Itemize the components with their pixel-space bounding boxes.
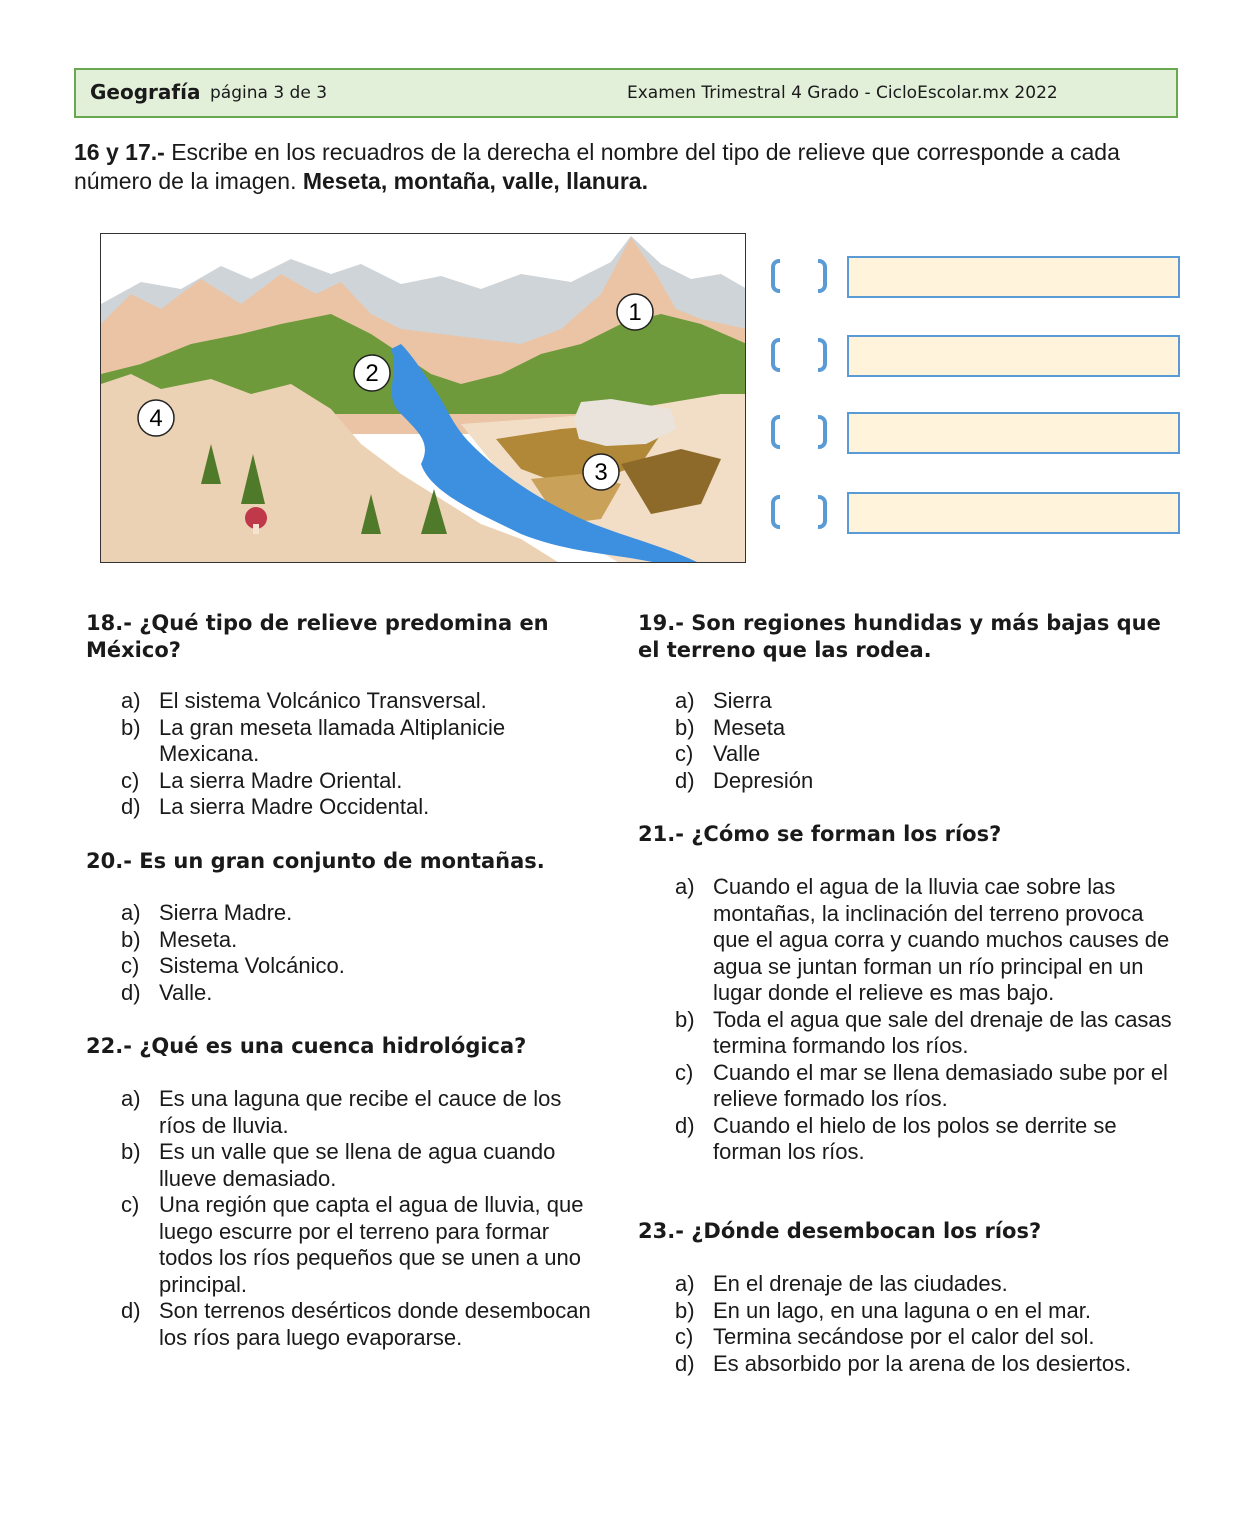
subject-title: Geografía <box>90 80 201 104</box>
option-letter: b) <box>675 714 695 740</box>
question-20-options <box>121 900 561 1006</box>
option-text: Sierra Madre. <box>159 900 293 925</box>
marker-1-label: 1 <box>628 299 642 326</box>
option-text: Depresión <box>713 767 814 793</box>
option[interactable] <box>675 1271 1195 1298</box>
option[interactable] <box>675 1298 1195 1325</box>
option[interactable] <box>675 715 1175 742</box>
option[interactable] <box>121 1192 591 1298</box>
option-text: Una región que capta el agua de lluvia, que luego escurre por el terreno para formar todos los ríos pequeños que se unen a uno principal. <box>159 1192 584 1297</box>
answer-box-1[interactable] <box>847 256 1180 298</box>
option-text: Termina secándose por el calor del sol. <box>713 1324 1095 1349</box>
number-blank-right-bracket <box>818 415 827 449</box>
option-letter: b) <box>121 926 141 952</box>
question-number: 16 y 17.- <box>74 139 165 165</box>
option-text: Sistema Volcánico. <box>159 953 345 978</box>
option-letter: d) <box>121 794 141 819</box>
option-letter: a) <box>675 1271 695 1296</box>
option-letter: d) <box>121 1298 141 1323</box>
marker-2 <box>352 353 392 393</box>
option-text: Valle <box>713 741 761 766</box>
marker-4 <box>136 398 176 438</box>
marker-4-label: 4 <box>149 405 163 432</box>
number-blank-left-bracket <box>771 338 780 372</box>
option[interactable] <box>675 688 1175 715</box>
option-letter: c) <box>121 1192 140 1217</box>
number-blank-left-bracket <box>771 259 780 293</box>
option-text: La sierra Madre Oriental. <box>159 767 403 793</box>
option[interactable] <box>675 741 1175 768</box>
marker-3-label: 3 <box>594 459 608 486</box>
option-letter: d) <box>675 1350 695 1376</box>
answer-box-3[interactable] <box>847 412 1180 454</box>
option[interactable] <box>675 1060 1180 1113</box>
option-text: La sierra Madre Occidental. <box>159 794 430 819</box>
option[interactable] <box>121 980 561 1007</box>
answer-row-4 <box>768 492 1182 536</box>
option-letter: c) <box>675 741 694 766</box>
number-blank-right-bracket <box>818 259 827 293</box>
option-text: Son terrenos desérticos donde desembocan los ríos para luego evaporarse. <box>159 1298 591 1350</box>
option-letter: d) <box>675 767 695 793</box>
option[interactable] <box>121 794 561 821</box>
question-18-title: 18.- ¿Qué tipo de relieve predomina en México? <box>86 611 549 662</box>
option-text: En un lago, en una laguna o en el mar. <box>713 1297 1091 1323</box>
option-letter: b) <box>675 1006 695 1032</box>
option-text: Cuando el hielo de los polos se derrite se forman los ríos. <box>713 1112 1117 1164</box>
option-text: La gran meseta llamada Altiplanicie Mexicana. <box>159 714 506 766</box>
option-letter: a) <box>675 688 695 713</box>
option[interactable] <box>121 688 561 715</box>
option-text: Es absorbido por la arena de los desiertos. <box>713 1350 1132 1376</box>
option[interactable] <box>121 927 561 954</box>
option[interactable] <box>675 1007 1180 1060</box>
option-letter: a) <box>121 900 141 925</box>
option[interactable] <box>121 900 561 927</box>
option-letter: b) <box>675 1297 695 1323</box>
option[interactable] <box>675 768 1175 795</box>
option[interactable] <box>675 1351 1195 1378</box>
marker-3 <box>581 452 621 492</box>
option[interactable] <box>121 768 561 795</box>
option[interactable] <box>121 1086 591 1139</box>
number-blank-left-bracket <box>771 495 780 529</box>
question-21-options <box>675 874 1180 1166</box>
option-letter: c) <box>121 767 140 793</box>
question-22-title: 22.- ¿Qué es una cuenca hidrológica? <box>86 1034 527 1058</box>
option-text: En el drenaje de las ciudades. <box>713 1271 1008 1296</box>
answer-box-4[interactable] <box>847 492 1180 534</box>
option[interactable] <box>121 953 561 980</box>
number-blank-left-bracket <box>771 415 780 449</box>
option[interactable] <box>675 874 1180 1007</box>
option-text: Cuando el mar se llena demasiado sube por el relieve formado los ríos. <box>713 1059 1168 1111</box>
option[interactable] <box>121 1298 591 1351</box>
option-letter: a) <box>121 688 141 713</box>
question-20-title: 20.- Es un gran conjunto de montañas. <box>86 849 545 873</box>
page-indicator: página 3 de 3 <box>210 83 328 103</box>
option-letter: d) <box>121 979 141 1005</box>
option-text: Valle. <box>159 979 213 1005</box>
option[interactable] <box>675 1324 1195 1351</box>
marker-2-label: 2 <box>365 360 379 387</box>
option-text: Es un valle que se llena de agua cuando llueve demasiado. <box>159 1139 556 1191</box>
relief-word-list: Meseta, montaña, valle, llanura. <box>302 168 648 194</box>
question-23-options <box>675 1271 1195 1377</box>
option-text: Sierra <box>713 688 772 713</box>
question-19-options <box>675 688 1175 794</box>
question-text: Escribe en los recuadros de la derecha el nombre del tipo de relieve que corresponde a cada número de la imagen. <box>74 139 1120 194</box>
option-letter: a) <box>121 1086 141 1111</box>
question-19-title: 19.- Son regiones hundidas y más bajas que el terreno que las rodea. <box>638 611 1161 662</box>
option[interactable] <box>121 1139 591 1192</box>
option[interactable] <box>675 1113 1180 1166</box>
option-letter: b) <box>121 1139 141 1164</box>
option-letter: c) <box>121 953 140 978</box>
exam-title: Examen Trimestral 4 Grado - CicloEscolar.mx 2022 <box>627 83 1058 103</box>
option-text: Es una laguna que recibe el cauce de los ríos de lluvia. <box>159 1086 562 1138</box>
answer-row-3 <box>768 412 1182 456</box>
option-text: Meseta. <box>159 926 238 952</box>
landscape-illustration <box>100 233 746 563</box>
answer-box-2[interactable] <box>847 335 1180 377</box>
option-text: El sistema Volcánico Transversal. <box>159 688 487 713</box>
option-text: Toda el agua que sale del drenaje de las casas termina formando los ríos. <box>713 1006 1172 1058</box>
answer-row-2 <box>768 335 1182 379</box>
option-letter: c) <box>675 1059 694 1085</box>
marker-1 <box>615 292 655 332</box>
option-letter: d) <box>675 1112 695 1138</box>
question-21-title: 21.- ¿Cómo se forman los ríos? <box>638 822 1002 846</box>
number-blank-right-bracket <box>818 338 827 372</box>
option-text: Meseta <box>713 714 786 740</box>
option-letter: a) <box>675 874 695 899</box>
answer-row-1 <box>768 256 1182 300</box>
option-text: Cuando el agua de la lluvia cae sobre las montañas, la inclinación del terreno provoca que el agua corra y cuando muchos causes de agua se juntan forman un río principal en un lugar donde el relieve es mas bajo. <box>713 874 1170 1005</box>
page-header <box>74 68 1178 118</box>
number-blank-right-bracket <box>818 495 827 529</box>
option[interactable] <box>121 715 561 768</box>
question-22-options <box>121 1086 591 1351</box>
question-23-title: 23.- ¿Dónde desembocan los ríos? <box>638 1219 1042 1243</box>
question-18-options <box>121 688 561 821</box>
question-16-17 <box>74 138 1184 196</box>
option-letter: c) <box>675 1324 694 1349</box>
option-letter: b) <box>121 714 141 740</box>
